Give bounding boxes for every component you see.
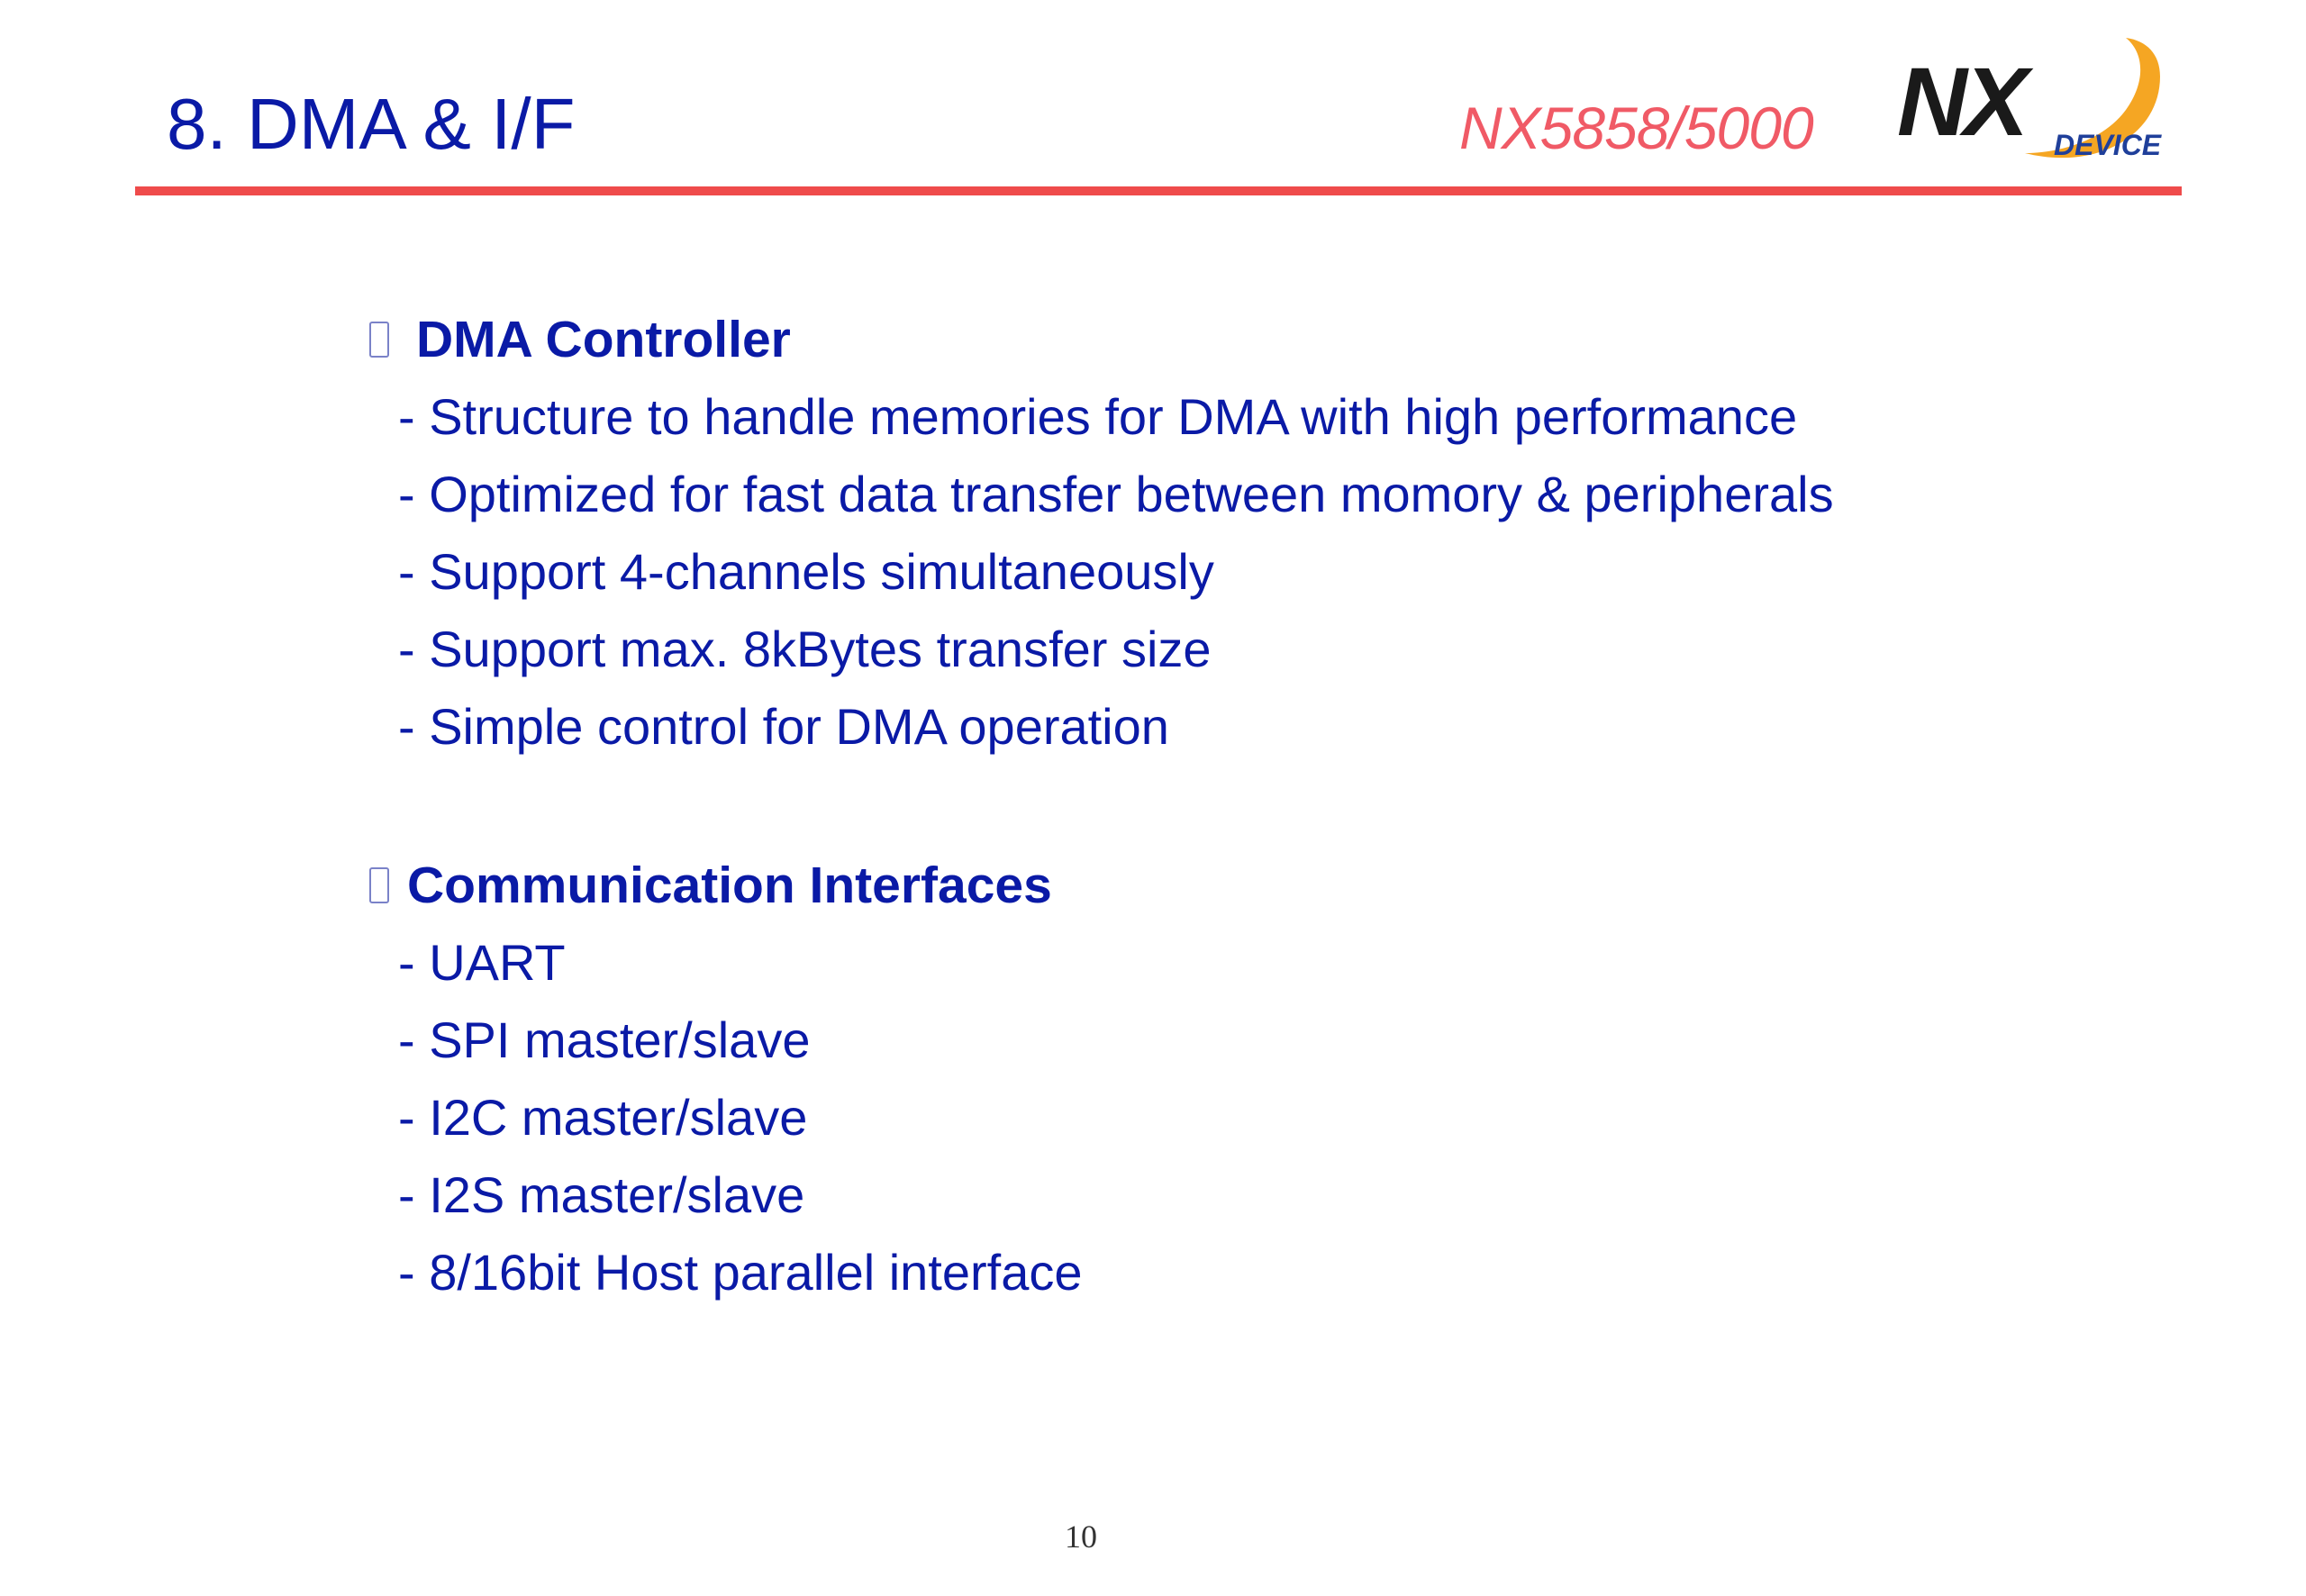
list-item: - Structure to handle memories for DMA with high performance xyxy=(398,388,1798,445)
square-bullet-icon xyxy=(369,867,389,903)
section-heading-label: Communication Interfaces xyxy=(407,857,1052,914)
page-number: 10 xyxy=(1065,1519,1097,1555)
slide-title: 8. DMA & I/F xyxy=(167,84,576,164)
list-item: - I2S master/slave xyxy=(398,1166,805,1223)
list-item: - SPI master/slave xyxy=(398,1011,811,1068)
list-item: - Support max. 8kBytes transfer size xyxy=(398,621,1212,677)
logo-subtext: DEVICE xyxy=(2054,129,2162,161)
list-item: - Simple control for DMA operation xyxy=(398,698,1169,755)
section-dma-controller xyxy=(369,301,1834,766)
model-label: NX5858/5000 xyxy=(1459,95,1813,161)
nx-device-logo xyxy=(1890,27,2196,180)
section-heading xyxy=(369,301,1834,378)
section-heading-label: DMA Controller xyxy=(416,311,791,368)
list-item: - I2C master/slave xyxy=(398,1089,808,1146)
section-communication-interfaces xyxy=(369,847,1083,1311)
list-item: - UART xyxy=(398,934,566,991)
square-bullet-icon xyxy=(369,322,389,358)
list-item: - Optimized for fast data transfer between momory & peripherals xyxy=(398,466,1834,522)
title-divider xyxy=(135,186,2182,195)
section-heading xyxy=(369,847,1083,924)
logo-text: NX xyxy=(1897,47,2026,156)
list-item: - Support 4-channels simultaneously xyxy=(398,543,1214,600)
list-item: - 8/16bit Host parallel interface xyxy=(398,1244,1083,1301)
